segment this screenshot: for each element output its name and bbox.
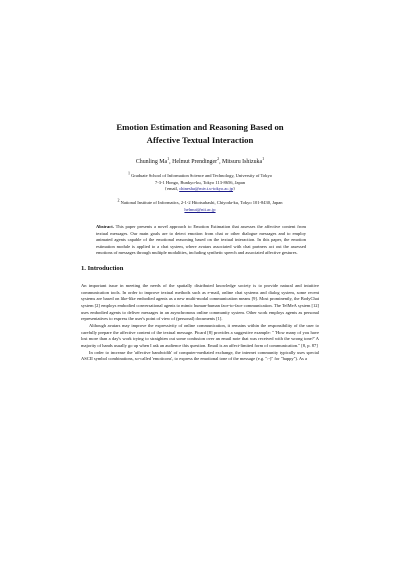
author-affiliation-mark: 2 (217, 156, 220, 162)
paper-title (50, 121, 350, 146)
title-line-2: Affective Textual Interaction (146, 134, 254, 145)
affiliation-institution: National Institute of Informatics, 2-1-2 Hitotsubashi, Chiyoda-ku, Tokyo 101-8430, Japan (120, 200, 283, 205)
abstract-text: This paper presents a novel approach to Emotion Estimation that assesses the affective content from textual messages. Our main goals are to detect emotion from chat or other dialogue messages and to employ animated agents capable of the emotional reasoning based on the textual interaction. In this paper, the emotion estimation module is applied to a chat system, where avatars associated with chat partners act out the assessed emotions of messages through multiple modalities, including synthetic speech and associated affective gestures. (96, 224, 306, 256)
author-name: Helmut Prendinger (172, 159, 218, 165)
author-name: Mitsuru Ishizuka (222, 159, 263, 165)
section-heading: 1. Introduction (81, 265, 124, 272)
affiliation-address: 7-3-1 Hongo, Bunkyo-ku, Tokyo 113-8656, Japan (155, 179, 245, 185)
email-prefix: {email, (164, 186, 180, 192)
body-paragraph: In order to increase the 'affective bandwidth' of computer-mediated exchange, the internet community typically uses special ASCII symbol combinations, so-called 'emoticons', to express the emotional tone of the message (e.g. ":-)" for "happy"). As a (81, 349, 319, 362)
body-paragraph: An important issue in meeting the needs of the spatially distributed knowledge society is to provide natural and intuitive communication tools. In order to improve textual methods such as e-mail, online chat systems and dialog system, some recent systems are based on like-like embodied agents as a new multi-modal communication means [9]. Most prominently, the BodyChat system [2] employs embodied conversational agents to mimic human-human face-to-face communication. The TelMeA system [12] uses embodied agents to deliver messages in an asynchronous online community system. Other work employs agents as personal representatives to express the user's point of view of (personal) documents [1]. (81, 283, 319, 322)
email-link[interactable]: chinesha@miv.t.u-tokyo.ac.jp (179, 186, 234, 192)
abstract-label: Abstract. (96, 224, 114, 229)
affiliation-mark: 2 (117, 197, 120, 203)
body-paragraph: Although avatars may improve the expressivity of online communication, it remains within the responsibility of the user to carefully prepare the affective content of the textual message. Picard [8] provides a suggestive example: " 'How many of you have lost more than a day's work trying to straighten out some confusion over an email note that was received with the wrong tone?' A majority of hands usually go up when I ask an audience this question. Email is an affect-limited form of communication." [8, p. 87] (81, 322, 319, 348)
author-affiliation-mark: 1 (167, 156, 170, 162)
affiliation-1 (60, 170, 340, 193)
affiliation-mark: 1 (127, 170, 130, 176)
section-body (81, 283, 319, 363)
email-link[interactable]: helmut@nii.ac.jp (184, 206, 216, 212)
affiliation-2 (60, 197, 340, 213)
title-line-1: Emotion Estimation and Reasoning Based on (116, 122, 284, 132)
author-list: Chunling Ma$^1$, Helmut Prendinger$^2$, Mitsuru Ishizuka$^1$ (135, 156, 265, 165)
author-affiliation-mark: 1 (262, 156, 265, 162)
author-name: Chunling Ma (135, 159, 168, 165)
email-suffix: } (233, 186, 236, 192)
abstract (96, 224, 306, 257)
affiliation-institution: Graduate School of Information Science and Technology, University of Tokyo (131, 173, 272, 178)
